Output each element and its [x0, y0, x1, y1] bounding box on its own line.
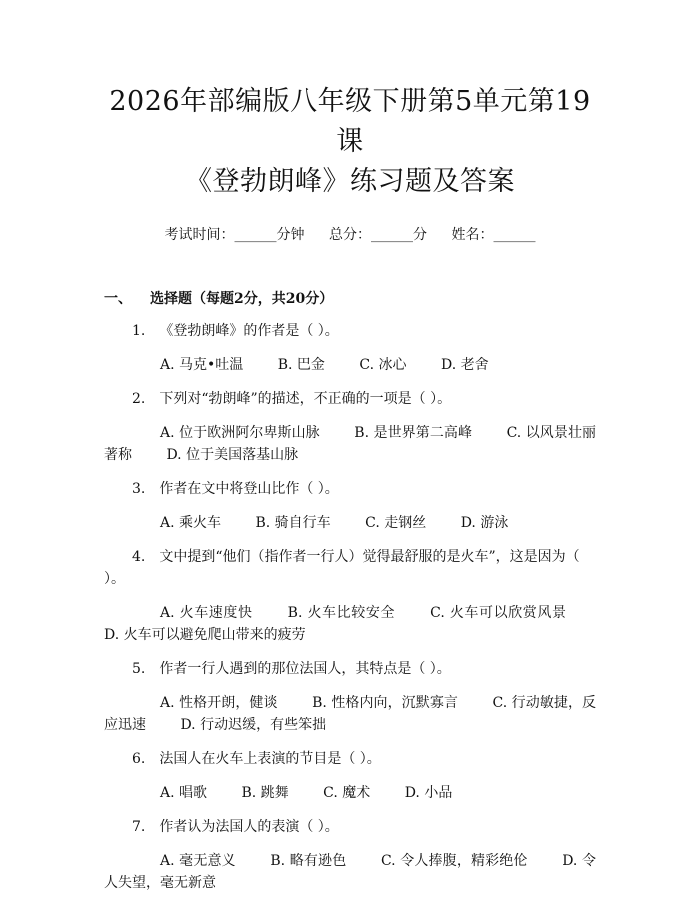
option-c: C. 走钢丝: [365, 515, 427, 531]
question-3: [104, 478, 596, 500]
option-d: D. 行动迟缓，有些笨拙: [180, 717, 327, 733]
question-list: [104, 320, 596, 894]
option-d: D. 小品: [404, 785, 453, 801]
question-1: [104, 320, 596, 342]
student-name: 姓名：______: [451, 227, 536, 243]
option-b: B. 是世界第二高峰: [354, 425, 473, 441]
question-6-options: [104, 782, 596, 804]
question-6: [104, 748, 596, 770]
question-7: [104, 816, 596, 838]
option-a: A. 位于欧洲阿尔卑斯山脉: [160, 425, 320, 441]
section-label: 选择题（每题2分，共20分）: [150, 291, 334, 307]
question-text: 下列对“勃朗峰”的描述，不正确的一项是（ ）。: [159, 391, 452, 407]
option-a: A. 性格开朗，健谈: [160, 695, 278, 711]
exam-info: [104, 224, 596, 244]
question-text: 作者认为法国人的表演（ ）。: [159, 819, 339, 835]
option-d: D. 位于美国落基山脉: [166, 447, 299, 463]
option-c: C. 火车可以欣赏风景: [430, 605, 567, 621]
option-b: B. 巴金: [277, 357, 325, 373]
option-a: A. 火车速度快: [160, 605, 253, 621]
question-number: 5.: [132, 661, 146, 677]
question-text: 作者在文中将登山比作（ ）。: [159, 481, 339, 497]
title-line-1: 2026年部编版八年级下册第5单元第19课: [109, 86, 591, 157]
option-d: D. 老舍: [440, 357, 489, 373]
question-2: [104, 388, 596, 410]
question-text: 法国人在火车上表演的节目是（ ）。: [159, 751, 381, 767]
section-number: 一、: [104, 291, 132, 307]
question-number: 2.: [132, 391, 146, 407]
question-text: 《登勃朗峰》的作者是（ ）。: [159, 323, 339, 339]
option-b: B. 略有逊色: [270, 853, 347, 869]
option-a: A. 乘火车: [160, 515, 222, 531]
exam-time: 考试时间：______分钟: [164, 227, 305, 243]
question-7-options: [104, 850, 596, 894]
document-title: [104, 0, 596, 202]
option-c: C. 冰心: [359, 357, 407, 373]
question-number: 6.: [132, 751, 146, 767]
question-5-options: [104, 692, 596, 736]
option-a: A. 毫无意义: [160, 853, 236, 869]
option-d: D. 火车可以避免爬山带来的疲劳: [104, 627, 306, 643]
option-b: B. 骑自行车: [255, 515, 331, 531]
question-3-options: [104, 512, 596, 534]
option-c: C. 魔术: [323, 785, 371, 801]
question-number: 4.: [132, 549, 146, 565]
question-4: [104, 546, 596, 590]
question-1-options: [104, 354, 596, 376]
option-c: C. 行动敏捷，反应迅速: [104, 695, 597, 733]
option-a: A. 唱歌: [160, 785, 208, 801]
question-number: 3.: [132, 481, 146, 497]
section-heading: [104, 288, 596, 308]
option-a: A. 马克•吐温: [160, 357, 244, 373]
question-text: 文中提到“他们（指作者一行人）觉得最舒服的是火车”，这是因为（ ）。: [104, 549, 580, 587]
question-2-options: [104, 422, 596, 466]
question-number: 7.: [132, 819, 146, 835]
option-c: C. 以风景壮丽著称: [104, 425, 597, 463]
question-5: [104, 658, 596, 680]
option-c: C. 令人捧腹，精彩绝伦: [380, 853, 528, 869]
title-line-2: 《登勃朗峰》练习题及答案: [185, 166, 515, 197]
option-d: D. 令人失望，毫无新意: [104, 853, 596, 891]
option-b: B. 性格内向，沉默寡言: [312, 695, 458, 711]
option-b: B. 跳舞: [241, 785, 289, 801]
question-4-options: [104, 602, 596, 646]
question-number: 1.: [132, 323, 146, 339]
option-b: B. 火车比较安全: [287, 605, 396, 621]
question-text: 作者一行人遇到的那位法国人，其特点是（ ）。: [159, 661, 451, 677]
option-d: D. 游泳: [460, 515, 509, 531]
total-score: 总分：______分: [329, 227, 427, 243]
